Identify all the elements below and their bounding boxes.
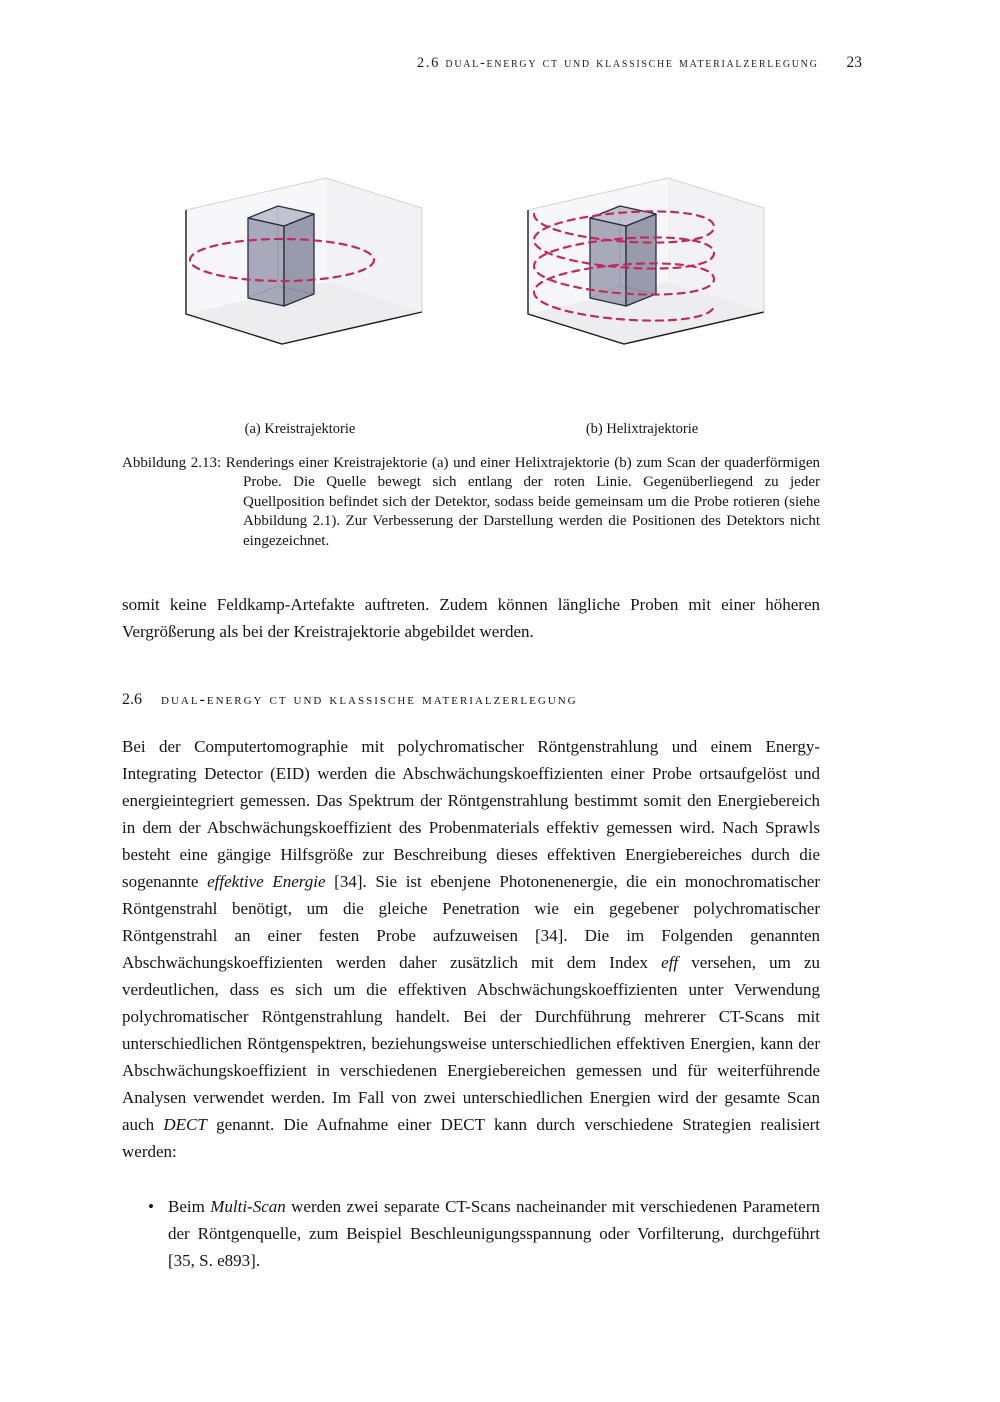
bullet-item-multi-scan: [122, 1193, 820, 1274]
subcaption-b: (b) Helixtrajektorie: [585, 421, 699, 437]
figure-caption-label: Abbildung 2.13:: [122, 455, 222, 471]
section-number: 2.6: [122, 691, 142, 709]
figure-2-13: [122, 176, 820, 438]
figure-caption: [122, 454, 820, 551]
subfigure-a: [170, 176, 430, 438]
bullet-marker: •: [148, 1197, 154, 1217]
page-number: 23: [846, 54, 862, 71]
section-heading: [122, 691, 820, 709]
bullet-text: Beim Multi-Scan werden zwei separate CT-Scans nacheinander mit verschiedenen Parametern der Röntgenquelle, zum Beispiel Beschleunigungsspannung oder Vorfilterung, durchgeführt [35, S. e893].: [168, 1197, 820, 1271]
running-header: [122, 54, 862, 72]
rendering-helix-trajectory: [512, 176, 772, 366]
cuboid-right-face: [284, 214, 314, 306]
figure-caption-text: Renderings einer Kreistrajektorie (a) und einer Helixtrajektorie (b) zum Scan der quaderförmigen Probe. Die Quelle bewegt sich entlang der roten Linie. Gegenüberliegend zu jeder Quellposition befindet sich der Detektor, sodass beide gemeinsam um die Probe rotieren (siehe Abbildung 2.1). Zur Verbesserung der Darstellung werden die Positionen des Detektors nicht eingezeichnet.: [225, 455, 820, 549]
cuboid-left-face: [248, 218, 284, 306]
paragraph-intro: somit keine Feldkamp-Artefakte auftreten. Zudem können längliche Proben mit einer höheren Vergrößerung als bei der Kreistrajektorie abgebildet werden.: [122, 595, 820, 642]
subcaption-a: (a) Kreistrajektorie: [244, 421, 356, 437]
subfigure-b: [512, 176, 772, 438]
paragraph-main: Bei der Computertomographie mit polychromatischer Röntgenstrahlung und einem Energy-Integrating Detector (EID) werden die Abschwächungskoeffizienten einer Probe ortsaufgelöst und energieintegriert gemessen. Das Spektrum der Röntgenstrahlung bestimmt somit den Energiebereich in dem der Abschwächungskoeffizient des Probenmaterials effektiv gemessen wird. Nach Sprawls besteht eine gängige Hilfsgröße zur Beschreibung dieses effektiven Energiebereiches durch die sogenannte effektive Energie [34]. Sie ist ebenjene Photonenenergie, die ein monochromatischer Röntgenstrahl benötigt, um die gleiche Penetration wie ein gegebener polychromatischer Röntgenstrahl an einer festen Probe aufzuweisen [34]. Die im Folgenden genannten Abschwächungskoeffizienten werden daher zusätzlich mit dem Index eff versehen, um zu verdeutlichen, dass es sich um die effektiven Abschwächungskoeffizienten unter Verwendung polychromatischer Röntgenstrahlung handelt. Bei der Durchführung mehrerer CT-Scans mit unterschiedlichen Röntgenspektren, beziehungsweise unterschiedlichen effektiven Energien, kann der Abschwächungskoeffizient in verschiedenen Energiebereichen gemessen und für weiterführende Analysen verwendet werden. Im Fall von zwei unterschiedlichen Energien wird der gesamte Scan auch DECT genannt. Die Aufnahme einer DECT kann durch verschiedene Strategien realisiert werden:: [122, 737, 821, 1162]
running-header-section: 2.6 dual-energy ct und klassische materialzerlegung: [416, 55, 819, 71]
text-column: [122, 176, 820, 1274]
cuboid-right-face: [626, 214, 656, 306]
rendering-circle-trajectory: [170, 176, 430, 366]
section-title: dual-energy ct und klassische materialzerlegung: [161, 691, 578, 709]
